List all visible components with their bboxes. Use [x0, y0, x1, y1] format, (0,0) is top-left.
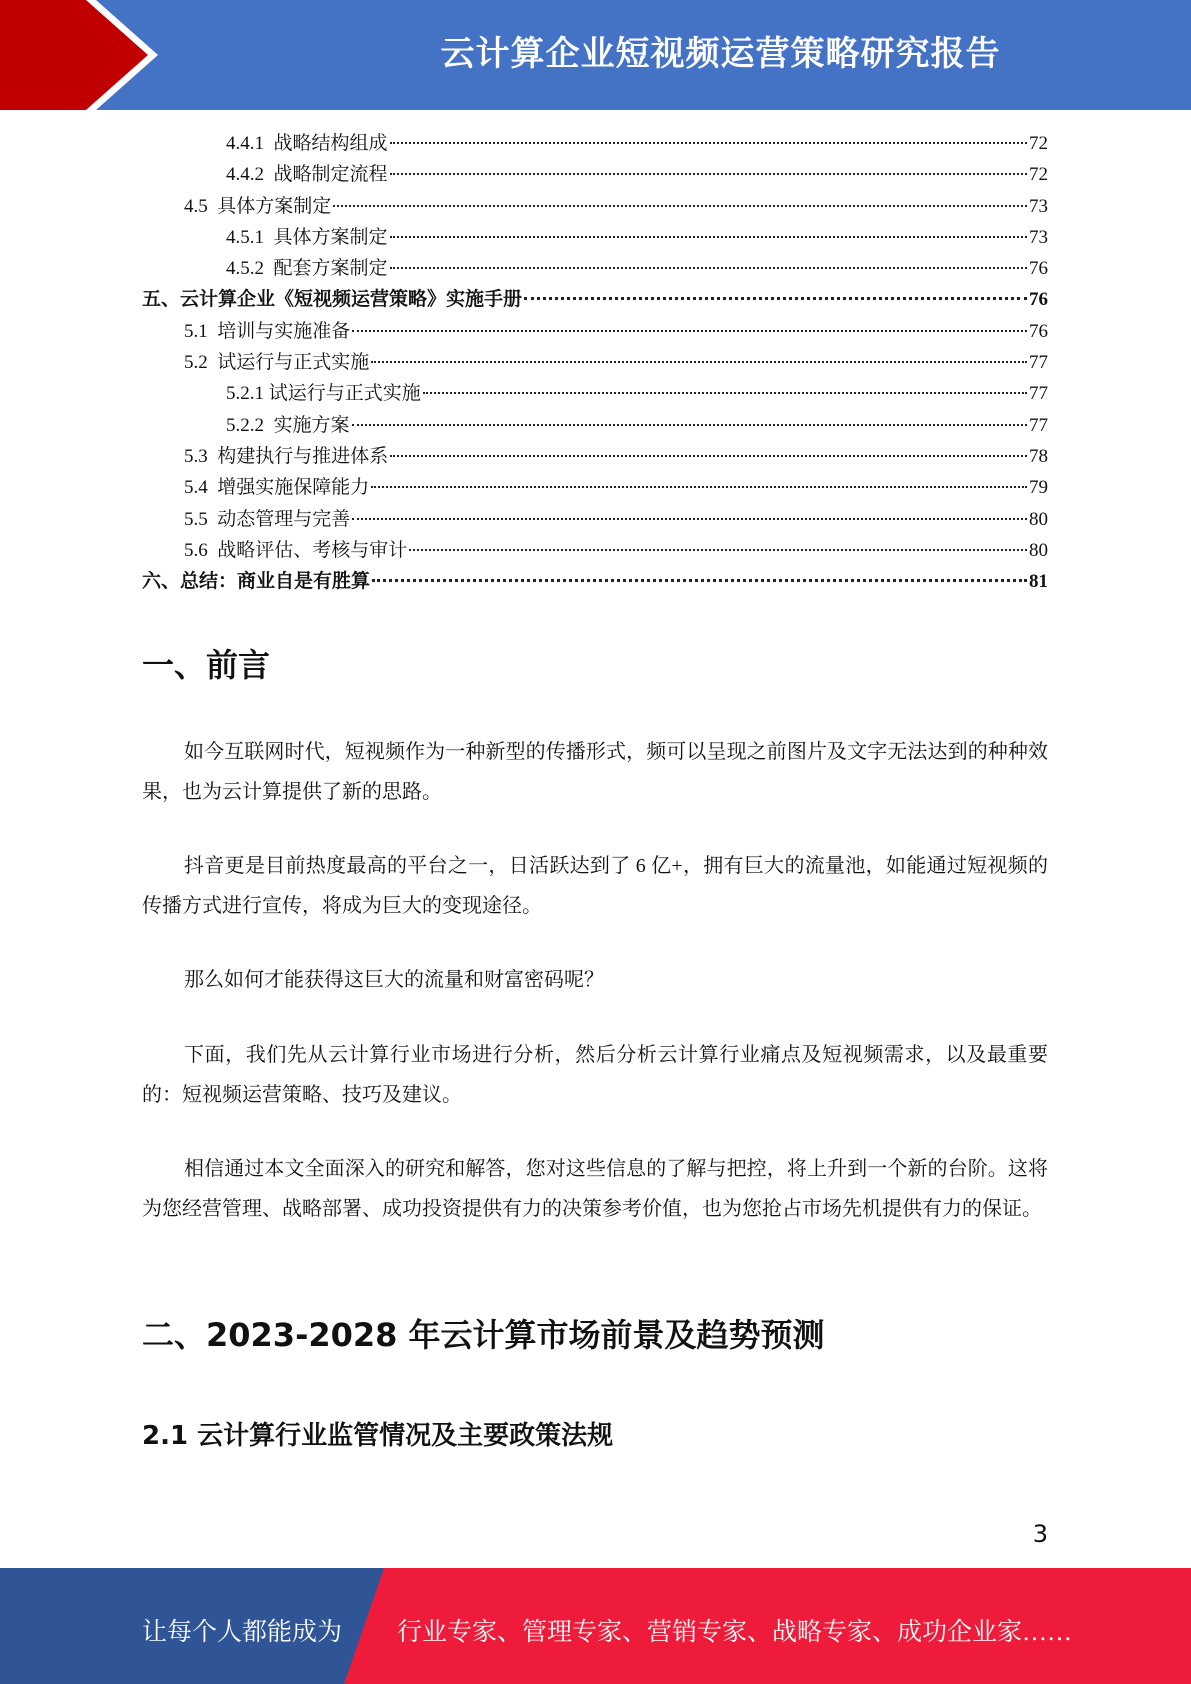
preface-paragraph-5: 相信通过本文全面深入的研究和解答，您对这些信息的了解与把控，将上升到一个新的台阶。这将为您经营管理、战略部署、成功投资提供有力的决策参考价值，也为您抢占市场先机提供有力的保证。 [142, 1158, 1048, 1220]
toc-entry-page: 77 [1029, 383, 1048, 405]
toc-entry[interactable] [142, 159, 1048, 190]
toc-dot-leader [409, 549, 1027, 551]
toc-entry[interactable] [142, 378, 1048, 409]
toc-entry-label: 4.5 具体方案制定 [184, 195, 332, 217]
toc-dot-leader [390, 455, 1027, 457]
toc-entry-label: 六、总结：商业自是有胜算 [142, 571, 371, 593]
toc-entry-page: 80 [1029, 539, 1048, 561]
toc-entry[interactable] [142, 347, 1048, 378]
toc-dot-leader [423, 392, 1027, 394]
footer-slogan-right: 行业专家、管理专家、营销专家、战略专家、成功企业家…… [397, 1619, 1073, 1646]
page-footer [0, 1568, 1191, 1684]
toc-entry-label: 4.4.2 战略制定流程 [226, 164, 388, 186]
toc-entry-label: 五、云计算企业《短视频运营策略》实施手册 [142, 289, 523, 311]
section-heading-market-forecast: 二、2023-2028 年云计算市场前景及趋势预测 [142, 1316, 825, 1354]
toc-dot-leader [390, 142, 1027, 144]
toc-dot-leader [333, 205, 1027, 207]
toc-entry-label: 5.6 战略评估、考核与审计 [184, 539, 408, 561]
toc-dot-leader [352, 518, 1027, 520]
toc-entry-page: 77 [1029, 414, 1048, 436]
toc-entry-page: 78 [1029, 445, 1048, 467]
toc-entry[interactable] [142, 191, 1048, 222]
toc-dot-leader [371, 486, 1027, 488]
toc-entry-page: 73 [1029, 195, 1048, 217]
toc-entry-page: 81 [1029, 571, 1048, 593]
toc-entry-label: 5.5 动态管理与完善 [184, 508, 351, 530]
report-title: 云计算企业短视频运营策略研究报告 [440, 34, 1001, 74]
toc-dot-leader [352, 424, 1027, 426]
toc-entry-page: 76 [1029, 258, 1048, 280]
toc-dot-leader [390, 267, 1027, 269]
toc-dot-leader [352, 330, 1027, 332]
toc-entry-page: 79 [1029, 477, 1048, 499]
preface-paragraph-1: 如今互联网时代，短视频作为一种新型的传播形式，频可以呈现之前图片及文字无法达到的种种效果，也为云计算提供了新的思路。 [142, 741, 1048, 803]
toc-entry-label: 5.1 培训与实施准备 [184, 320, 351, 342]
toc-entry[interactable] [142, 441, 1048, 472]
toc-entry-page: 76 [1029, 289, 1048, 311]
toc-dot-leader [390, 173, 1027, 175]
page-header [0, 0, 1191, 110]
toc-dot-leader [371, 361, 1027, 363]
toc-entry[interactable] [142, 316, 1048, 347]
preface-paragraph-2: 抖音更是目前热度最高的平台之一，日活跃达到了 6 亿+，拥有巨大的流量池，如能通过短视频的传播方式进行宣传，将成为巨大的变现途径。 [142, 855, 1048, 917]
preface-paragraph-3: 那么如何才能获得这巨大的流量和财富密码呢？ [184, 969, 604, 991]
toc-dot-leader [372, 579, 1027, 582]
toc-entry[interactable] [142, 253, 1048, 284]
toc-entry-label: 5.4 增强实施保障能力 [184, 477, 370, 499]
toc-entry[interactable] [142, 535, 1048, 566]
toc-entry-label: 5.2 试运行与正式实施 [184, 352, 370, 374]
toc-entry[interactable] [142, 128, 1048, 159]
toc-entry[interactable] [142, 284, 1048, 315]
toc-entry-page: 77 [1029, 352, 1048, 374]
toc-entry-label: 5.2.2 实施方案 [226, 414, 350, 436]
toc-entry[interactable] [142, 222, 1048, 253]
toc-entry-page: 72 [1029, 133, 1048, 154]
toc-entry-page: 73 [1029, 226, 1048, 248]
toc-dot-leader [524, 297, 1027, 300]
toc-entry-page: 76 [1029, 320, 1048, 342]
toc-entry-page: 72 [1029, 164, 1048, 186]
table-of-contents [142, 128, 1048, 597]
toc-entry-label: 4.4.1 战略结构组成 [226, 133, 388, 154]
toc-entry-page: 80 [1029, 508, 1048, 530]
toc-entry-label: 4.5.1 具体方案制定 [226, 226, 388, 248]
page-number: 3 [1032, 1520, 1048, 1548]
toc-entry-label: 5.2.1 试运行与正式实施 [226, 383, 421, 405]
toc-dot-leader [390, 236, 1027, 238]
toc-entry-label: 4.5.2 配套方案制定 [226, 258, 388, 280]
toc-entry-label: 5.3 构建执行与推进体系 [184, 445, 389, 467]
section-heading-preface: 一、前言 [142, 646, 271, 684]
toc-entry[interactable] [142, 472, 1048, 503]
toc-entry[interactable] [142, 566, 1048, 597]
footer-slogan-left: 让每个人都能成为 [142, 1619, 343, 1646]
preface-paragraph-4: 下面，我们先从云计算行业市场进行分析，然后分析云计算行业痛点及短视频需求，以及最重要的：短视频运营策略、技巧及建议。 [142, 1044, 1048, 1106]
toc-entry[interactable] [142, 504, 1048, 535]
subsection-heading-regulation: 2.1 云计算行业监管情况及主要政策法规 [142, 1421, 614, 1451]
toc-entry[interactable] [142, 410, 1048, 441]
